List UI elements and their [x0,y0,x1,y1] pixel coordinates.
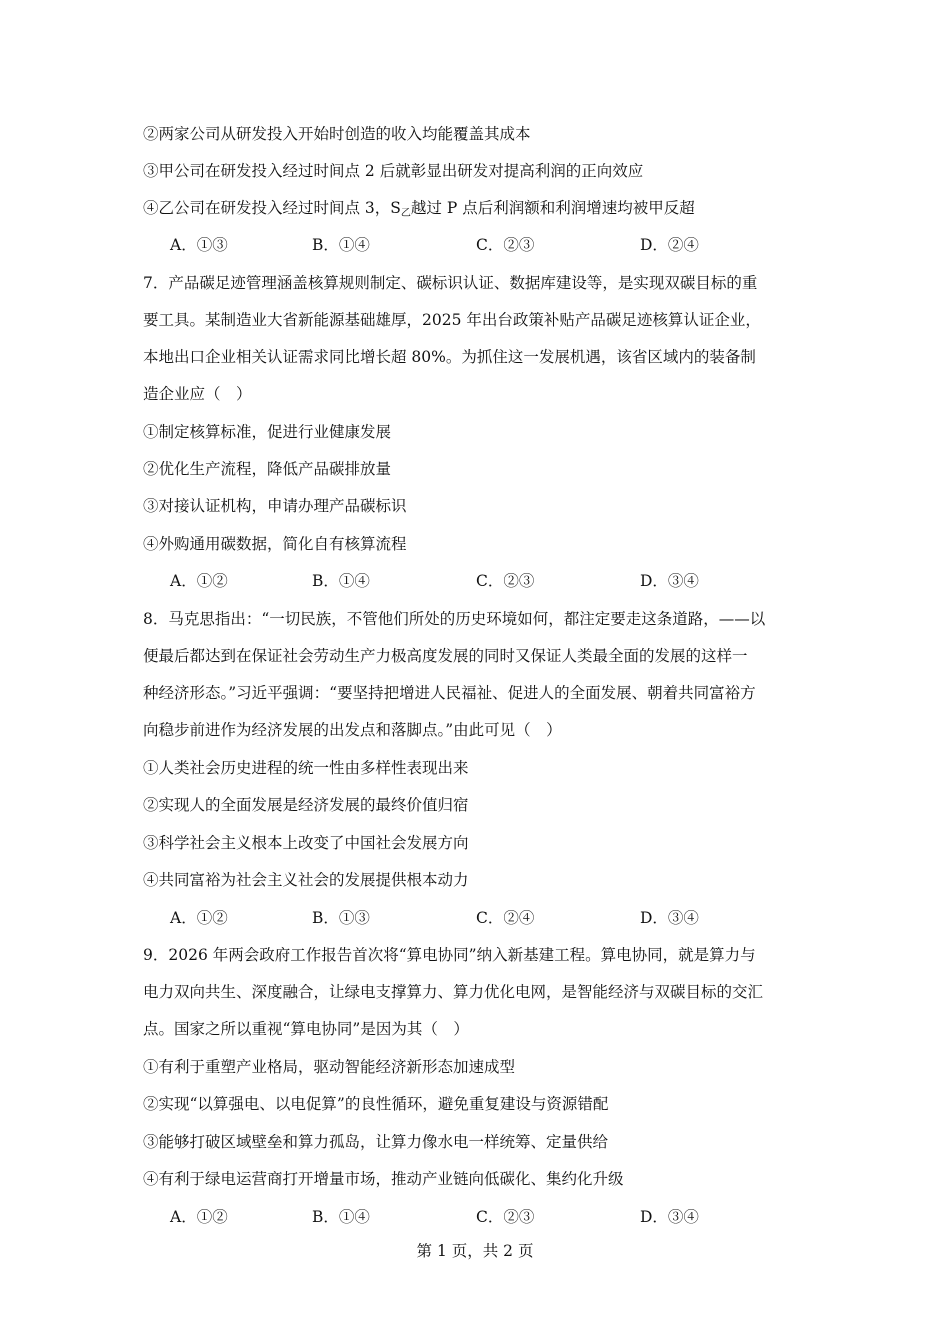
q7-item-4: ④外购通用碳数据，简化自有核算流程 [143,535,407,553]
q9-option-d[interactable]: D．③④ [640,1208,699,1226]
q8-item-4: ④共同富裕为社会主义社会的发展提供根本动力 [143,871,469,889]
q6-item-4-pre: ④乙公司在研发投入经过时间点 3，S [143,199,401,217]
q8-item-1: ①人类社会历史进程的统一性由多样性表现出来 [143,759,469,777]
q9-option-b[interactable]: B．①④ [312,1208,370,1226]
q7-item-3: ③对接认证机构，申请办理产品碳标识 [143,497,407,515]
q8-stem-line: 8．马克思指出：“一切民族，不管他们所处的历史环境如何，都注定要走这条道路，——以 [143,610,766,628]
q6-item-2: ②两家公司从研发投入开始时创造的收入均能覆盖其成本 [143,125,531,143]
q6-item-4-subscript: 乙 [400,208,411,219]
q8-option-c[interactable]: C．②④ [476,909,535,927]
q6-item-4-post: 越过 P 点后利润额和利润增速均被甲反超 [410,199,695,217]
q7-option-d[interactable]: D．③④ [640,572,699,590]
q9-item-1: ①有利于重塑产业格局，驱动智能经济新形态加速成型 [143,1058,516,1076]
q6-item-3: ③甲公司在研发投入经过时间点 2 后就彰显出研发对提高利润的正向效应 [143,162,644,180]
q7-option-c[interactable]: C．②③ [476,572,535,590]
q6-options [170,234,810,256]
q7-stem-line: 本地出口企业相关认证需求同比增长超 80%。为抓住这一发展机遇，该省区域内的装备制 [143,348,756,366]
q9-item-4: ④有利于绿电运营商打开增量市场，推动产业链向低碳化、集约化升级 [143,1170,624,1188]
q6-option-c[interactable]: C．②③ [476,236,535,254]
q8-stem-line: 向稳步前进作为经济发展的出发点和落脚点。”由此可见（ ） [143,721,562,739]
q8-option-b[interactable]: B．①③ [312,909,370,927]
q7-stem-line: 7．产品碳足迹管理涵盖核算规则制定、碳标识认证、数据库建设等，是实现双碳目标的重 [143,274,758,292]
q7-item-1: ①制定核算标准，促进行业健康发展 [143,423,392,441]
q8-item-3: ③科学社会主义根本上改变了中国社会发展方向 [143,834,469,852]
q6-option-b[interactable]: B．①④ [312,236,370,254]
q9-item-3: ③能够打破区域壁垒和算力孤岛，让算力像水电一样统筹、定量供给 [143,1133,609,1151]
q7-option-b[interactable]: B．①④ [312,572,370,590]
q8-option-d[interactable]: D．③④ [640,909,699,927]
page-footer: 第 1 页，共 2 页 [416,1242,534,1260]
q9-options [170,1206,810,1228]
q8-options [170,907,810,929]
q9-item-2: ②实现“以算强电、以电促算”的良性循环，避免重复建设与资源错配 [143,1095,609,1113]
q7-item-2: ②优化生产流程，降低产品碳排放量 [143,460,392,478]
q9-stem-line: 9．2026 年两会政府工作报告首次将“算电协同”纳入新基建工程。算电协同，就是算力与 [143,946,756,964]
q9-stem-line: 电力双向共生、深度融合，让绿电支撑算力、算力优化电网，是智能经济与双碳目标的交汇 [143,983,764,1001]
q9-option-a[interactable]: A．①② [170,1208,228,1226]
q8-stem-line: 便最后都达到在保证社会劳动生产力极高度发展的同时又保证人类最全面的发展的这样一 [143,647,748,665]
q8-item-2: ②实现人的全面发展是经济发展的最终价值归宿 [143,796,469,814]
q7-options [170,570,810,592]
q6-option-d[interactable]: D．②④ [640,236,699,254]
q7-option-a[interactable]: A．①② [170,572,228,590]
q6-item-4 [143,197,813,219]
q9-stem-line: 点。国家之所以重视“算电协同”是因为其（ ） [143,1020,469,1038]
q6-option-a[interactable]: A．①③ [170,236,228,254]
q7-stem-line: 要工具。某制造业大省新能源基础雄厚，2025 年出台政策补贴产品碳足迹核算认证企业， [143,311,761,329]
q8-option-a[interactable]: A．①② [170,909,228,927]
q8-stem-line: 种经济形态。”习近平强调：“要坚持把增进人民福祉、促进人的全面发展、朝着共同富裕方 [143,684,756,702]
q7-stem-line: 造企业应（ ） [143,385,252,403]
q9-option-c[interactable]: C．②③ [476,1208,535,1226]
